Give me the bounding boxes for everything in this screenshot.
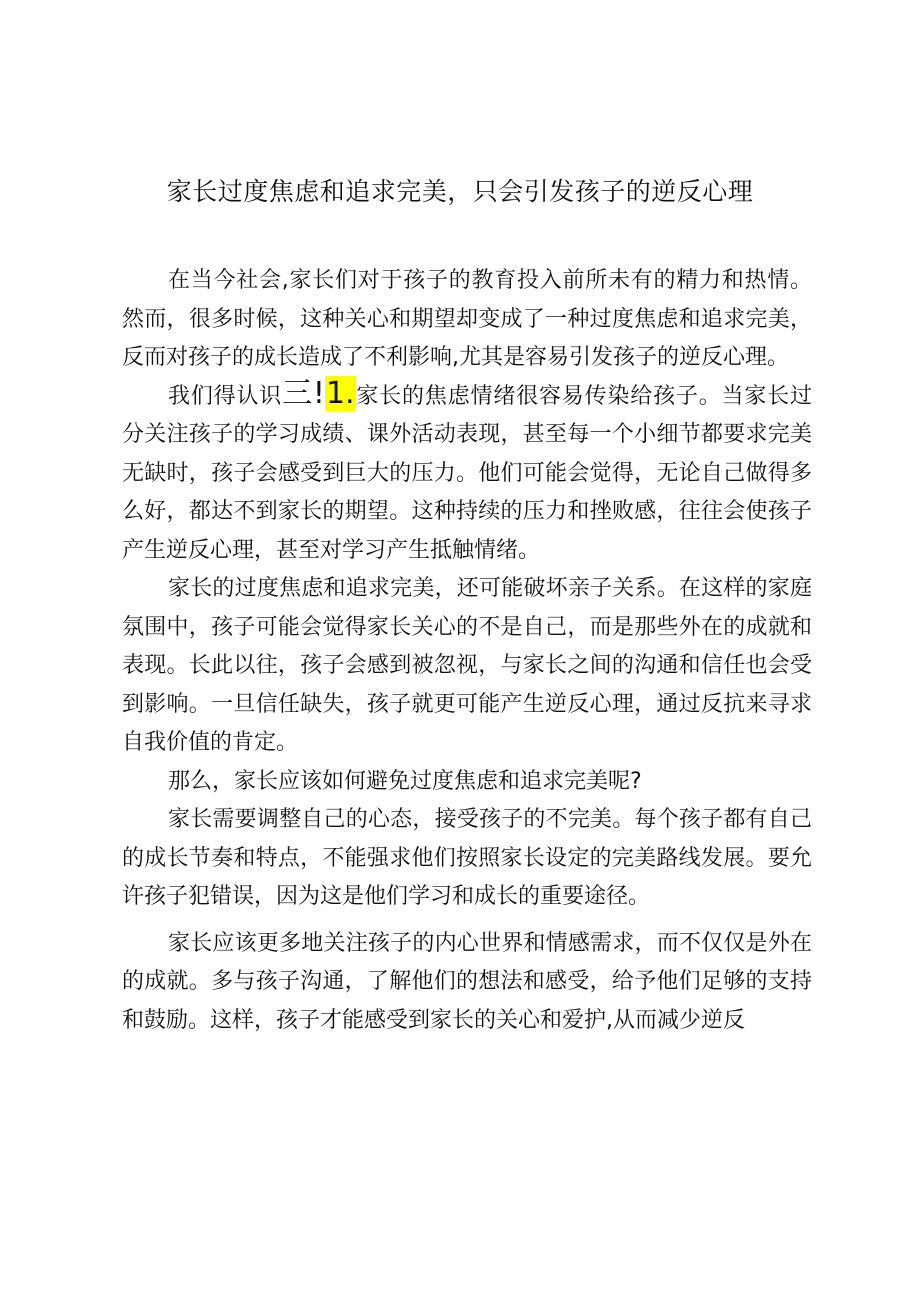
paragraph-5: 家长需要调整自己的心态，接受孩子的不完美。每个孩子都有自己的成长节奏和特点，不能强求他们按照家长设定的完美路线发展。要允许孩子犯错误，因为这是他们学习和成长的重要途径。 <box>122 807 812 909</box>
document-body <box>122 262 812 1040</box>
paragraph-4: 那么，家长应该如何避免过度焦虑和追求完美呢? <box>168 768 642 794</box>
paragraph-6: 家长应该更多地关注孩子的内心世界和情感需求，而不仅仅是外在的成就。多与孩子沟通，了解他们的想法和感受，给予他们足够的支持和鼓励。这样，孩子才能感受到家长的关心和爱护,从而减少逆反 <box>122 930 812 1033</box>
paragraph-2-mark: 三! <box>282 375 325 411</box>
paragraph-2-rest: 家长的焦虑情绪很容易传染给孩子。当家长过分关注孩子的学习成绩、课外活动表现，甚至每一个小细节都要求完美无缺时，孩子会感受到巨大的压力。他们可能会觉得，无论自己做得多么好，都达不到家长的期望。这种持续的压力和挫败感，往往会使孩子产生逆反心理，甚至对学习产生抵触情绪。 <box>122 383 812 563</box>
paragraph-2 <box>122 375 812 571</box>
document-title: 家长过度焦虑和追求完美，只会引发孩子的逆反心理 <box>166 177 754 206</box>
paragraph-3: 家长的过度焦虑和追求完美，还可能破坏亲子关系。在这样的家庭氛围中，孩子可能会觉得家长关心的不是自己，而是那些外在的成就和表现。长此以往，孩子会感到被忽视，与家长之间的沟通和信任也会受到影响。一旦信任缺失，孩子就更可能产生逆反心理，通过反抗来寻求自我价值的肯定。 <box>122 576 812 755</box>
highlighted-number: 1. <box>325 375 355 411</box>
paragraph-2-lead: 我们得认识 <box>168 383 283 409</box>
paragraph-1: 在当今社会,家长们对于孩子的教育投入前所未有的精力和热情。然而，很多时候，这种关心和期望却变成了一种过度焦虑和追求完美，反而对孩子的成长造成了不利影响,尤其是容易引发孩子的逆反心理。 <box>122 268 812 370</box>
